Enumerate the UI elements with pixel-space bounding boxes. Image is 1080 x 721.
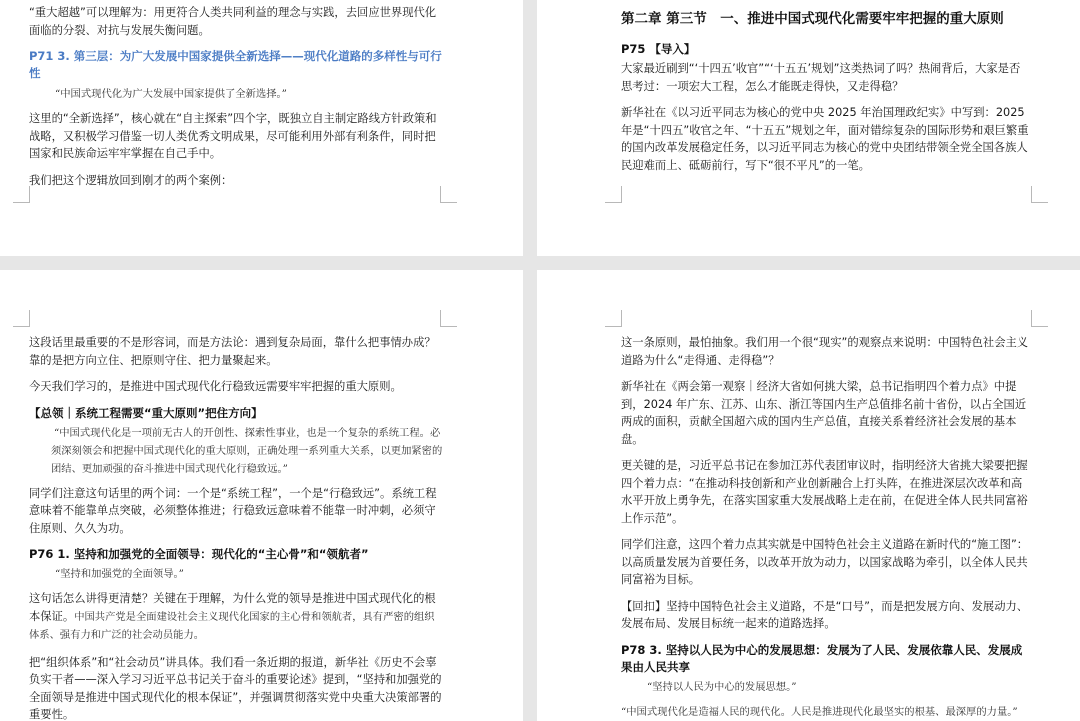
document-page-bottom-left xyxy=(0,270,523,721)
margin-corner-mark xyxy=(440,186,457,203)
margin-corner-mark xyxy=(605,186,622,203)
quote: “中国式现代化为广大发展中国家提供了全新选择。” xyxy=(55,88,287,100)
paragraph: 更关键的是，习近平总书记在参加江苏代表团审议时，指明经济大省挑大梁要把握四个着力点：“在推动科技创新和产业创新融合上打头阵，在推进深层次改革和高水平开放上勇争先，在落实国家重大发展战略上走在前，在促进全体人民共同富裕上作示范”。 xyxy=(621,459,1028,525)
paragraph: 这段话里最重要的不是形容词，而是方法论：遇到复杂局面，靠什么把事情办成？靠的是把方向立住、把原则守住、把力量聚起来。 xyxy=(29,336,436,367)
chapter-title: 第二章 第三节 一、推进中国式现代化需要牢牢把握的重大原则 xyxy=(621,11,1004,27)
inline-quote: 中国共产党是全面建设社会主义现代化国家的主心骨和领航者，具有严密的组织体系、强有力和广泛的社会动员能力。 xyxy=(29,610,435,641)
paragraph: 这里的“全新选择”，核心就在“自主探索”四个字，既独立自主制定路线方针政策和战略，又积极学习借鉴一切人类优秀文明成果，尽可能利用外部有利条件，同时把国家和民族命运牢牢掌握在自己手中。 xyxy=(29,112,437,160)
page-content xyxy=(29,334,443,721)
margin-corner-mark xyxy=(440,310,457,327)
paragraph: 把“组织体系”和“社会动员”讲具体。我们看一条近期的报道，新华社《历史不会辜负实干者——深入学习习近平总书记关于奋斗的重要论述》提到，“坚持和加强党的全面领导是推进中国式现代化的根本保证”，并强调贯彻落实党中央重大决策部署的重要性。 xyxy=(29,655,442,721)
paragraph: 新华社在《以习近平同志为核心的党中央 2025 年治国理政纪实》中写到：2025 年是“十四五”收官之年、“十五五”规划之年，面对错综复杂的国际形势和艰巨繁重的国内改革发展稳定任务，以习近平同志为核心的党中央团结带领全党全国各族人民迎难而上、砥砺前行，写下“很不平凡”的一笔。 xyxy=(621,106,1029,172)
paragraph-text: 这句话怎么讲得更清楚？关键在于理解，为什么党的领导是推进中国式现代化的根本保证。 xyxy=(29,592,436,623)
paragraph: “重大超越”可以理解为：用更符合人类共同利益的理念与实践，去回应世界现代化面临的分裂、对抗与发展失衡问题。 xyxy=(29,6,437,37)
paragraph: 我们把这个逻辑放回到刚才的两个案例： xyxy=(29,173,233,187)
document-page-top-left xyxy=(0,0,523,256)
section-heading: P75 【导入】 xyxy=(621,42,696,56)
section-heading: P71 3. 第三层：为广大发展中国家提供全新选择——现代化道路的多样性与可行性 xyxy=(29,49,442,80)
paragraph: 大家最近刷到“‘十四五’收官”“‘十五五’规划”这类热词了吗？热闹背后，大家是否思考过：一项宏大工程，怎么才能既走得快，又走得稳？ xyxy=(621,62,1021,93)
document-page-top-right xyxy=(537,0,1080,256)
paragraph: 今天我们学习的，是推进中国式现代化行稳致远需要牢牢把握的重大原则。 xyxy=(29,380,402,393)
quote: “中国式现代化是造福人民的现代化。人民是推进现代化最坚实的根基、最深厚的力量。” xyxy=(621,705,1018,718)
margin-corner-mark xyxy=(1031,186,1048,203)
margin-corner-mark xyxy=(13,186,30,203)
section-heading: 【总领｜系统工程需要“重大原则”把住方向】 xyxy=(29,405,263,420)
section-heading: P78 3. 坚持以人民为中心的发展思想：发展为了人民、发展依靠人民、发展成果由人民共享 xyxy=(621,642,1023,674)
paragraph: 新华社在《两会第一观察｜经济大省如何挑大梁，总书记指明四个着力点》中提到，2024 年广东、江苏、山东、浙江等国内生产总值排名前十省份，以占全国近两成的面积，贡献全国超六成的国内生产总值，直接关系着经济社会发展的基本盘。 xyxy=(621,380,1027,446)
paragraph: 【回扣】坚持中国特色社会主义道路，不是“口号”，而是把发展方向、发展动力、发展布局、发展目标统一起来的道路选择。 xyxy=(621,599,1029,630)
paragraph xyxy=(29,590,443,645)
quote: “坚持以人民为中心的发展思想。” xyxy=(647,680,797,693)
page-content xyxy=(29,4,443,198)
margin-corner-mark xyxy=(605,310,622,327)
page-content xyxy=(621,9,1031,183)
quote: “中国式现代化是一项前无古人的开创性、探索性事业，也是一个复杂的系统工程。必须深刻领会和把握中国式现代化的重大原则，正确处理一系列重大关系，以更加紧密的团结、更加顽强的奋斗推进中国式现代化行稳致远。” xyxy=(51,426,443,475)
margin-corner-mark xyxy=(13,310,30,327)
quote: “坚持和加强党的全面领导。” xyxy=(55,568,184,580)
section-heading: P76 1. 坚持和加强党的全面领导：现代化的“主心骨”和“领航者” xyxy=(29,547,369,561)
paragraph: 同学们注意这句话里的两个词：一个是“系统工程”，一个是“行稳致远”。系统工程意味着不能靠单点突破，必须整体推进；行稳致远意味着不能靠一时冲刺，必须守住原则、久久为功。 xyxy=(29,486,437,535)
document-page-bottom-right xyxy=(537,270,1080,721)
paragraph: 同学们注意，这四个着力点其实就是中国特色社会主义道路在新时代的“施工图”：以高质量发展为首要任务，以改革开放为动力，以国家战略为牵引，以全体人民共同富裕为目标。 xyxy=(621,538,1029,586)
margin-corner-mark xyxy=(1031,310,1048,327)
paragraph: 这一条原则，最怕抽象。我们用一个很“现实”的观察点来说明：中国特色社会主义道路为什么“走得通、走得稳”？ xyxy=(621,336,1029,367)
page-content xyxy=(621,334,1031,721)
